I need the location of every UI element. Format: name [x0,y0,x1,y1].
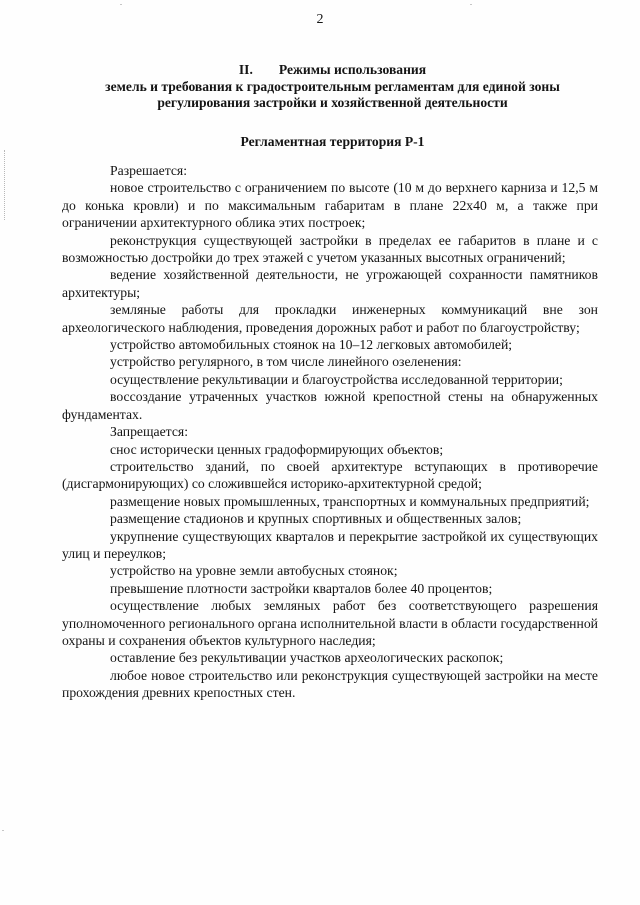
paragraph: любое новое строительство или реконструкция существующей застройки на месте прохождения древних крепостных стен. [62,667,598,701]
paragraph: укрупнение существующих кварталов и перекрытие застройкой их существующих улиц и переулков; [62,528,598,561]
paragraph: ведение хозяйственной деятельности, не угрожающей сохранности памятников архитектуры; [62,267,598,300]
paragraph: Запрещается: [110,424,189,440]
paragraph: оставление без рекультивации участков археологических раскопок; [110,650,504,666]
paragraph: строительство зданий, по своей архитектуре вступающих в противоречие (дисгармонирующих) со сложившейся историко-архитектурной средой; [62,458,598,492]
paragraph: превышение плотности застройки кварталов более 40 процентов; [110,580,493,596]
subsection-title: Регламентная территория Р-1 [240,134,425,149]
scan-artifact [2,830,4,831]
paragraph: Разрешается: [110,163,188,178]
paragraph: размещение новых промышленных, транспортных и коммунальных предприятий; [110,493,590,509]
paragraph: осуществление любых земляных работ без соответствующего разрешения уполномоченного регионального органа исполнительной власти в области государственной охраны и сохранения объектов культурного наследия; [62,598,598,648]
paragraph: реконструкция существующей застройки в пределах ее габаритов в плане и с возможностью достройки до трех этажей с учетом указанных высотных ограничений; [62,232,598,266]
page-number: 2 [316,12,324,27]
paragraph: снос исторически ценных градоформирующих объектов; [110,441,444,457]
scan-artifact [4,150,9,220]
scan-artifact [470,4,472,5]
document-body [62,162,598,702]
paragraph: размещение стадионов и крупных спортивных и общественных залов; [110,511,522,527]
paragraph: устройство автомобильных стоянок на 10–12 легковых автомобилей; [110,337,513,353]
heading-title: Режимы использования [278,62,427,77]
heading-line-2: земель и требования к градостроительным регламентам для единой зоны [105,78,560,94]
paragraph: земляные работы для прокладки инженерных коммуникаций вне зон археологического наблюдения, проведения дорожных работ и работ по благоустройству; [62,302,598,335]
section-heading [70,62,595,112]
paragraph: устройство регулярного, в том числе линейного озеленения: [110,354,462,370]
paragraph: воссоздание утраченных участков южной крепостной стены на обнаруженных фундаментах. [62,389,598,422]
heading-line-1 [70,62,595,79]
paragraph: устройство на уровне земли автобусных стоянок; [110,563,398,579]
scan-artifact [120,4,122,5]
heading-line-3: регулирования застройки и хозяйственной деятельности [157,95,508,110]
paragraph: новое строительство с ограничением по высоте (10 м до верхнего карниза и 12,5 м до конька кровли) и по максимальным габаритам в плане 22х40 м, а также при ограничении архитектурного облика этих построек; [62,180,598,231]
paragraph: осуществление рекультивации и благоустройства исследованной территории; [110,371,563,387]
section-number: II. [238,62,253,77]
